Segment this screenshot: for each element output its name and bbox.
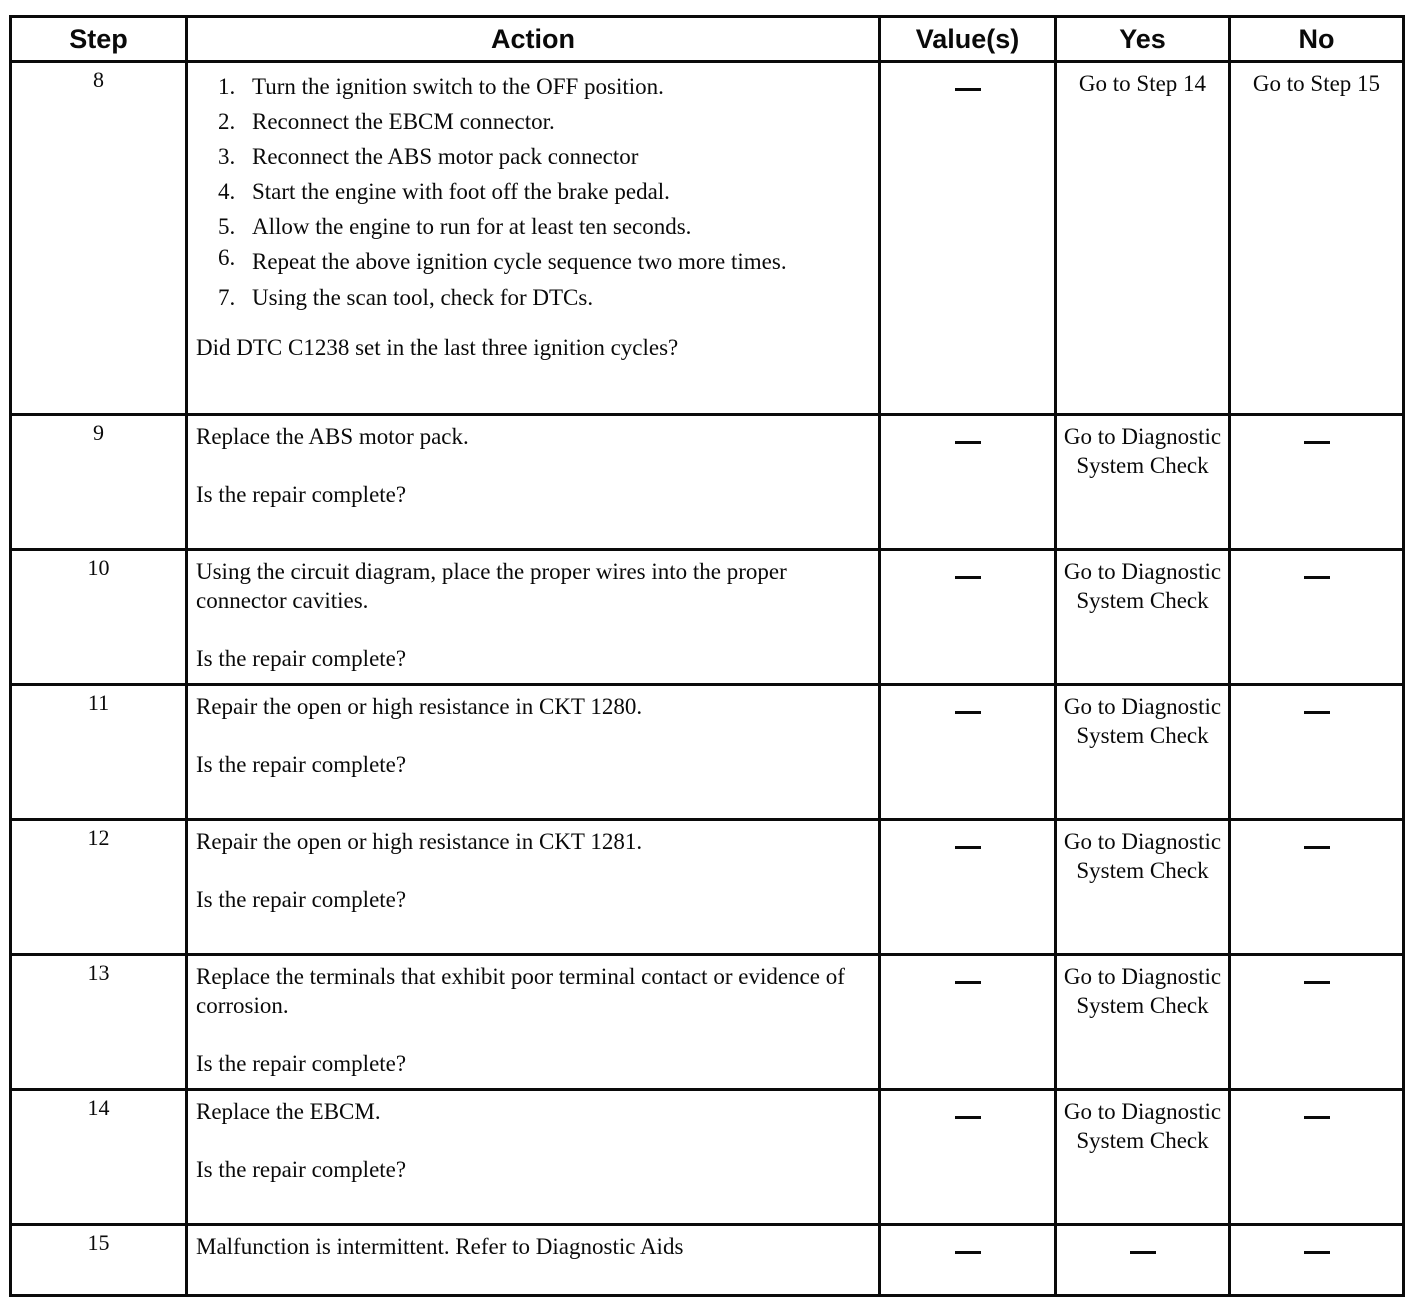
table-row [11,685,1404,820]
action-question: Is the repair complete? [196,1051,407,1076]
em-dash [1304,981,1330,984]
action-cell [187,62,880,415]
em-dash [955,441,981,444]
values-cell [880,550,1056,685]
action-step-number: 2. [218,109,236,134]
action-question: Is the repair complete? [196,887,407,912]
action-text: Repair the open or high resistance in CKT 1280. [196,694,643,719]
action-text: Malfunction is intermittent. Refer to Diagnostic Aids [196,1234,684,1259]
table-row [11,62,1404,415]
no-cell [1230,550,1404,685]
action-step [196,280,870,315]
step-number: 9 [11,415,187,550]
action-cell [187,1225,880,1296]
action-question: Is the repair complete? [196,752,407,777]
values-cell [880,955,1056,1090]
action-step-text: Reconnect the ABS motor pack connector [252,144,639,169]
action-step-text: Reconnect the EBCM connector. [252,109,555,134]
no-cell [1230,1090,1404,1225]
em-dash [1304,711,1330,714]
step-number: 12 [11,820,187,955]
em-dash [1130,1251,1156,1254]
action-step-number: 6. [218,245,236,270]
values-cell [880,1225,1056,1296]
action-question: Is the repair complete? [196,1157,407,1182]
em-dash [1304,1116,1330,1119]
action-text: Replace the EBCM. [196,1099,381,1124]
em-dash [955,711,981,714]
table-row [11,1225,1404,1296]
em-dash [1304,846,1330,849]
action-cell [187,685,880,820]
step-number: 15 [11,1225,187,1296]
no-cell [1230,415,1404,550]
action-step [196,244,870,280]
action-step [196,209,870,244]
action-step [196,174,870,209]
values-cell [880,685,1056,820]
em-dash [1304,576,1330,579]
step-number: 10 [11,550,187,685]
action-question: Did DTC C1238 set in the last three ignition cycles? [196,335,679,360]
yes-cell: Go to Diagnostic System Check [1056,550,1230,685]
em-dash [955,576,981,579]
yes-cell: Go to Diagnostic System Check [1056,820,1230,955]
em-dash [955,981,981,984]
table-row [11,415,1404,550]
action-step [196,104,870,139]
action-step-text: Allow the engine to run for at least ten seconds. [252,214,692,239]
table-row [11,550,1404,685]
em-dash [955,846,981,849]
action-cell [187,550,880,685]
action-question: Is the repair complete? [196,482,407,507]
action-step-text: Turn the ignition switch to the OFF position. [252,74,664,99]
no-cell: Go to Step 15 [1230,62,1404,415]
em-dash [955,88,981,91]
table-row [11,1090,1404,1225]
yes-cell: Go to Diagnostic System Check [1056,685,1230,820]
action-step-number: 7. [218,285,236,310]
action-cell [187,820,880,955]
header-values: Value(s) [880,17,1056,62]
header-no: No [1230,17,1404,62]
yes-cell: Go to Diagnostic System Check [1056,415,1230,550]
step-number: 11 [11,685,187,820]
yes-cell: Go to Step 14 [1056,62,1230,415]
yes-cell: Go to Diagnostic System Check [1056,955,1230,1090]
header-row [11,17,1404,62]
action-text: Replace the terminals that exhibit poor terminal contact or evidence of corrosion. [196,964,845,1018]
em-dash [955,1251,981,1254]
action-text: Replace the ABS motor pack. [196,424,469,449]
yes-cell [1056,1225,1230,1296]
table-row [11,955,1404,1090]
step-number: 14 [11,1090,187,1225]
action-cell [187,1090,880,1225]
values-cell [880,1090,1056,1225]
table-row [11,820,1404,955]
yes-cell: Go to Diagnostic System Check [1056,1090,1230,1225]
action-text: Repair the open or high resistance in CKT 1281. [196,829,643,854]
diagnostic-table [9,15,1405,1297]
action-cell [187,955,880,1090]
action-step-text: Repeat the above ignition cycle sequence two more times. [252,249,787,274]
action-step-text: Using the scan tool, check for DTCs. [252,285,594,310]
action-step-number: 1. [218,74,236,99]
no-cell [1230,1225,1404,1296]
header-action: Action [187,17,880,62]
header-yes: Yes [1056,17,1230,62]
header-step: Step [11,17,187,62]
step-number: 13 [11,955,187,1090]
values-cell [880,820,1056,955]
em-dash [1304,1251,1330,1254]
action-step [196,69,870,104]
step-number: 8 [11,62,187,415]
action-step-number: 3. [218,144,236,169]
action-step-number: 5. [218,214,236,239]
action-step-text: Start the engine with foot off the brake pedal. [252,179,670,204]
values-cell [880,415,1056,550]
em-dash [1304,441,1330,444]
no-cell [1230,955,1404,1090]
action-cell [187,415,880,550]
values-cell [880,62,1056,415]
action-step [196,139,870,174]
no-cell [1230,820,1404,955]
no-cell [1230,685,1404,820]
action-step-number: 4. [218,179,236,204]
em-dash [955,1116,981,1119]
action-text: Using the circuit diagram, place the proper wires into the proper connector cavities. [196,559,787,613]
action-steps-list [196,69,870,315]
action-question: Is the repair complete? [196,646,407,671]
